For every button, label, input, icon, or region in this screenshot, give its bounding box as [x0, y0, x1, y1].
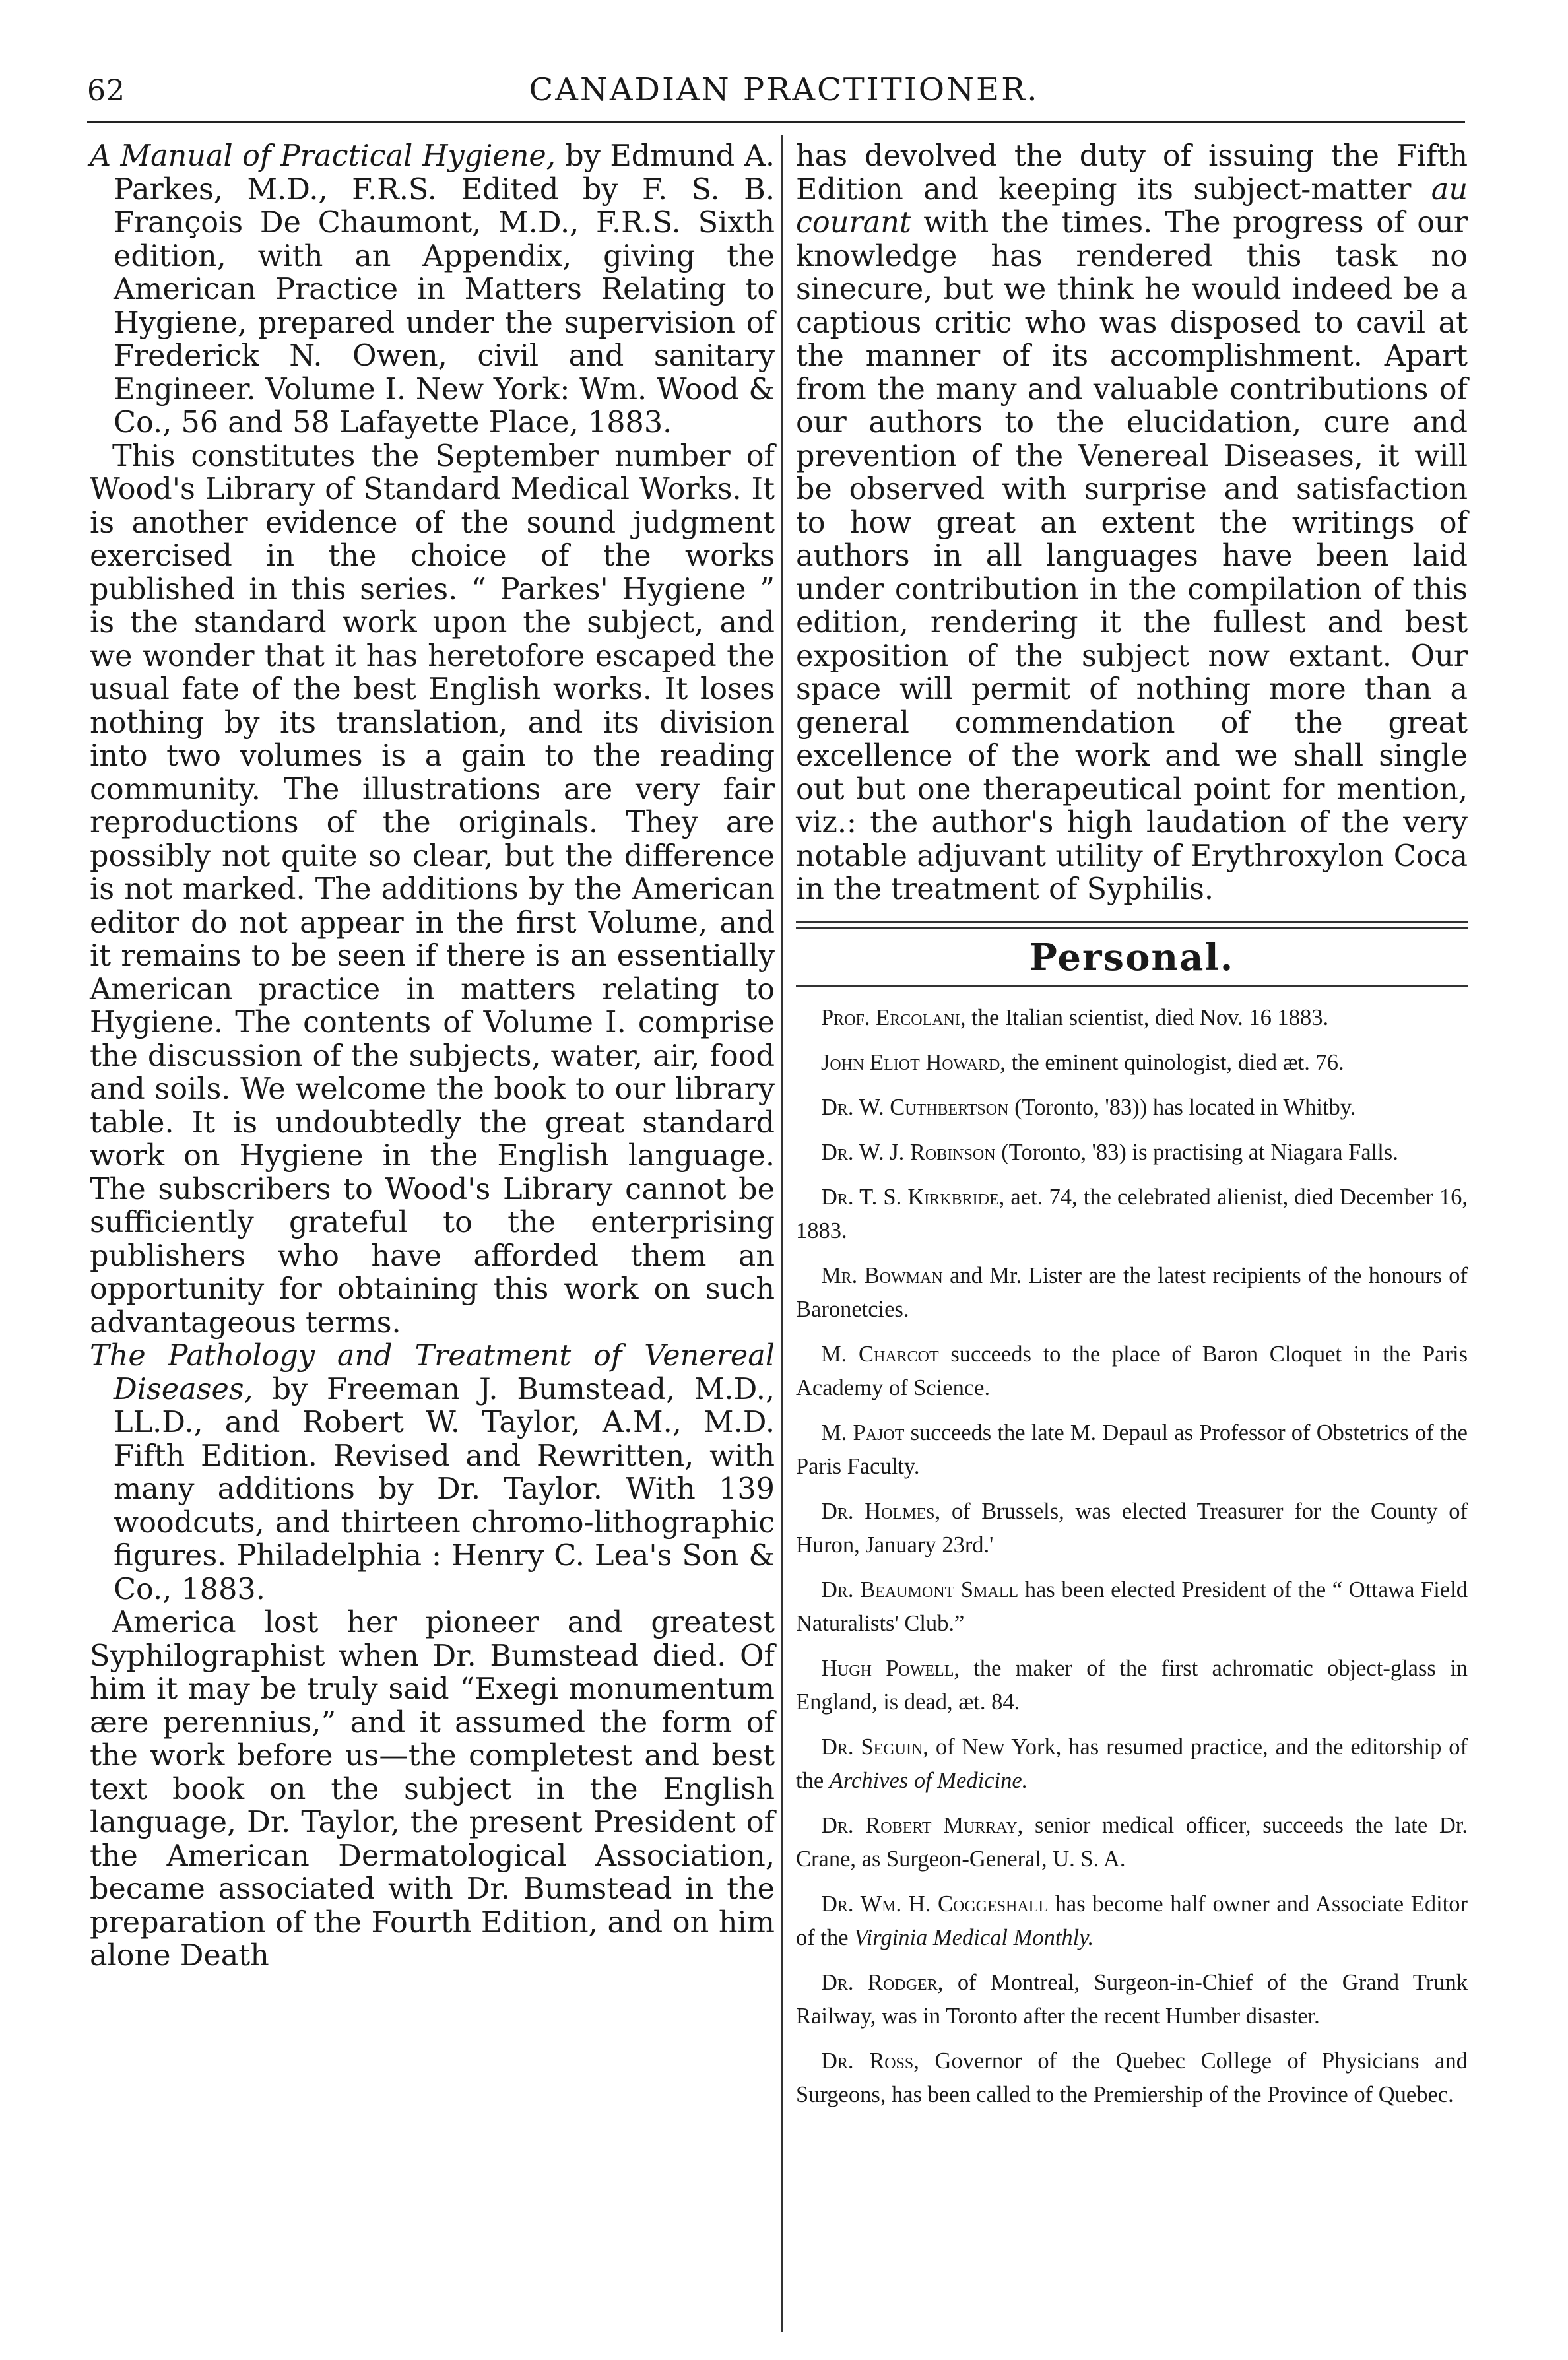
notice-name: Dr. Rodger,	[821, 1969, 944, 1995]
review-title-hygiene: A Manual of Practical Hygiene,	[90, 139, 556, 173]
notice-text: succeeds to the place of Baron Cloquet in the Paris Academy of Science.	[796, 1341, 1468, 1400]
notice-text: (Toronto, '83) is practising at Niagara Falls.	[995, 1139, 1398, 1165]
notice-name: Dr. Seguin,	[821, 1734, 929, 1759]
personal-notices	[796, 1001, 1468, 2112]
personal-notice	[796, 2045, 1468, 2112]
personal-notice	[796, 1046, 1468, 1080]
notice-name: John Eliot Howard,	[821, 1049, 1006, 1075]
review-body-venereal	[90, 1606, 775, 1973]
personal-notice	[796, 1136, 1468, 1169]
review-citation-hygiene	[90, 140, 775, 440]
italic-phrase: au courant	[796, 172, 1468, 240]
notice-text: aet. 74, the celebrated alienist, died December 16, 1883.	[796, 1184, 1468, 1243]
notice-text: has been elected President of the “ Ottawa Field Naturalists' Club.”	[796, 1577, 1468, 1636]
personal-notice	[796, 1338, 1468, 1405]
notice-text: senior medical officer, succeeds the late Dr. Crane, as Surgeon-General, U. S. A.	[796, 1812, 1468, 1872]
page-number: 62	[87, 74, 125, 108]
section-rule	[796, 921, 1468, 929]
header-rule	[87, 121, 1465, 123]
personal-notice	[796, 1001, 1468, 1035]
body-text: with the times. The progress of our knowledge has rendered this task no sinecure, but we think he would indeed be a captious critic who was disposed to cavil at the manner of its accomplishment. Apart from the many and valuable contributions of our authors to the elucidation, cure and prevention of the Venereal Diseases, it will be observed with surprise and satisfaction to how great an extent the writings of authors in all languages have been laid under contribution in the compilation of this edition, rendering it the fullest and best exposition of the subject now extant. Our space will permit of nothing more than a general commendation of the great excellence of the work and we shall single out but one therapeutical point for mention, viz.: the author's high laudation of the very notable adjuvant utility of Erythroxylon Coca in the treatment of Syphilis.	[796, 206, 1468, 906]
personal-notice	[796, 1495, 1468, 1562]
personal-notice	[796, 1416, 1468, 1484]
notice-text: the maker of the first achromatic object-glass in England, is dead, æt. 84.	[796, 1655, 1468, 1715]
personal-notice	[796, 1809, 1468, 1876]
journal-title: Archives of Medicine.	[829, 1767, 1028, 1793]
notice-name: Dr. Robert Murray,	[821, 1812, 1024, 1838]
left-column	[90, 140, 775, 1973]
latin-quote: Exegi monumentum ære perennius,	[90, 1672, 775, 1740]
running-title: CANADIAN PRACTITIONER.	[529, 71, 1039, 108]
body-text: ” and it assumed the form of the work before us—the completest and best text book on the subject in the English language, Dr. Taylor, the present President of the American Dermatological Association, became associated with Dr. Bumstead in the preparation of the Fourth Edition, and on him alone Death	[90, 1705, 775, 1973]
section-rule	[796, 985, 1468, 987]
review-body-continued	[796, 140, 1468, 907]
notice-name: M. Charcot	[821, 1341, 939, 1367]
notice-text: and Mr. Lister are the latest recipients of the honours of Baronetcies.	[796, 1262, 1468, 1322]
personal-notice	[796, 1181, 1468, 1248]
personal-notice	[796, 1091, 1468, 1125]
right-column	[796, 140, 1468, 2123]
notice-name: Prof. Ercolani,	[821, 1004, 966, 1030]
personal-notice	[796, 1966, 1468, 2033]
personal-notice	[796, 1573, 1468, 1641]
notice-name: Dr. W. Cuthbertson	[821, 1094, 1009, 1120]
column-divider	[781, 135, 783, 2332]
notice-name: Dr. T. S. Kirkbride,	[821, 1184, 1005, 1210]
body-text: has devolved the duty of issuing the Fifth Edition and keeping its subject-matter	[796, 139, 1468, 207]
review-title-venereal: The Pathology and Treatment of Venereal Diseases,	[90, 1339, 775, 1406]
notice-name: Dr. Beaumont Small	[821, 1577, 1019, 1602]
notice-name: Mr. Bowman	[821, 1262, 943, 1288]
personal-notice	[796, 1730, 1468, 1798]
notice-text: has become half owner and Associate Editor of the	[796, 1891, 1468, 1950]
notice-text: (Toronto, '83)) has located in Whitby.	[1008, 1094, 1356, 1120]
personal-notice	[796, 1652, 1468, 1719]
review-citation-text: by Edmund A. Parkes, M.D., F.R.S. Edited by F. S. B. François De Chaumont, M.D., F.R.S. Sixth edition, with an Appendix, giving the American Practice in Matters Relating to Hygiene, prepared under the supervision of Frederick N. Owen, civil and sanitary Engineer. Volume I. New York: Wm. Wood & Co., 56 and 58 Lafayette Place, 1883.	[114, 139, 775, 440]
notice-name: Dr. Wm. H. Coggeshall	[821, 1891, 1048, 1917]
notice-name: Dr. Holmes,	[821, 1498, 941, 1524]
notice-text: Governor of the Quebec College of Physicians and Surgeons, has been called to the Premiership of the Province of Quebec.	[796, 2048, 1468, 2107]
notice-text: succeeds the late M. Depaul as Professor of Obstetrics of the Paris Faculty.	[796, 1420, 1468, 1479]
notice-name: Dr. Ross,	[821, 2048, 919, 2074]
personal-notice	[796, 1887, 1468, 1955]
notice-text: of New York, has resumed practice, and the editorship of the	[796, 1734, 1468, 1793]
review-citation-text: by Freeman J. Bumstead, M.D., LL.D., and Robert W. Taylor, A.M., M.D. Fifth Edition. Revised and Rewritten, with many additions by Dr. Taylor. With 139 woodcuts, and thirteen chromo-lithographic figures. Philadelphia : Henry C. Lea's Son & Co., 1883.	[114, 1372, 775, 1606]
review-citation-venereal	[90, 1340, 775, 1606]
personal-notice	[796, 1259, 1468, 1327]
notice-name: Hugh Powell,	[821, 1655, 960, 1681]
notice-text: of Montreal, Surgeon-in-Chief of the Grand Trunk Railway, was in Toronto after the recent Humber disaster.	[796, 1969, 1468, 2029]
notice-text: the Italian scientist, died Nov. 16 1883.	[965, 1004, 1329, 1030]
journal-title: Virginia Medical Monthly.	[854, 1924, 1094, 1950]
body-text: America lost her pioneer and greatest Syphilographist when Dr. Bumstead died. Of him it may be truly said “	[90, 1606, 775, 1706]
review-body-hygiene: This constitutes the September number of Wood's Library of Standard Medical Works. It is another evidence of the sound judgment exercised in the choice of the works published in this series. “ Parkes' Hygiene ” is the standard work upon the subject, and we wonder that it has heretofore escaped the usual fate of the best English works. It loses nothing by its translation, and its division into two volumes is a gain to the reading community. The illustrations are very fair reproductions of the originals. They are possibly not quite so clear, but the difference is not marked. The additions by the American editor do not appear in the first Volume, and it remains to be seen if there is an essentially American practice in matters relating to Hygiene. The contents of Volume I. comprise the discussion of the subjects, water, air, food and soils. We welcome the book to our library table. It is undoubtedly the great standard work on Hygiene in the English language. The subscribers to Wood's Library cannot be sufficiently grateful to the enterprising publishers who have afforded them an opportunity for obtaining this work on such advantageous terms.	[90, 439, 775, 1340]
section-title-personal: Personal.	[1029, 935, 1235, 979]
notice-text: the eminent quinologist, died æt. 76.	[1005, 1049, 1344, 1075]
notice-name: M. Pajot	[821, 1420, 905, 1445]
notice-name: Dr. W. J. Robinson	[821, 1139, 996, 1165]
notice-text: of Brussels, was elected Treasurer for the County of Huron, January 23rd.'	[796, 1498, 1468, 1557]
